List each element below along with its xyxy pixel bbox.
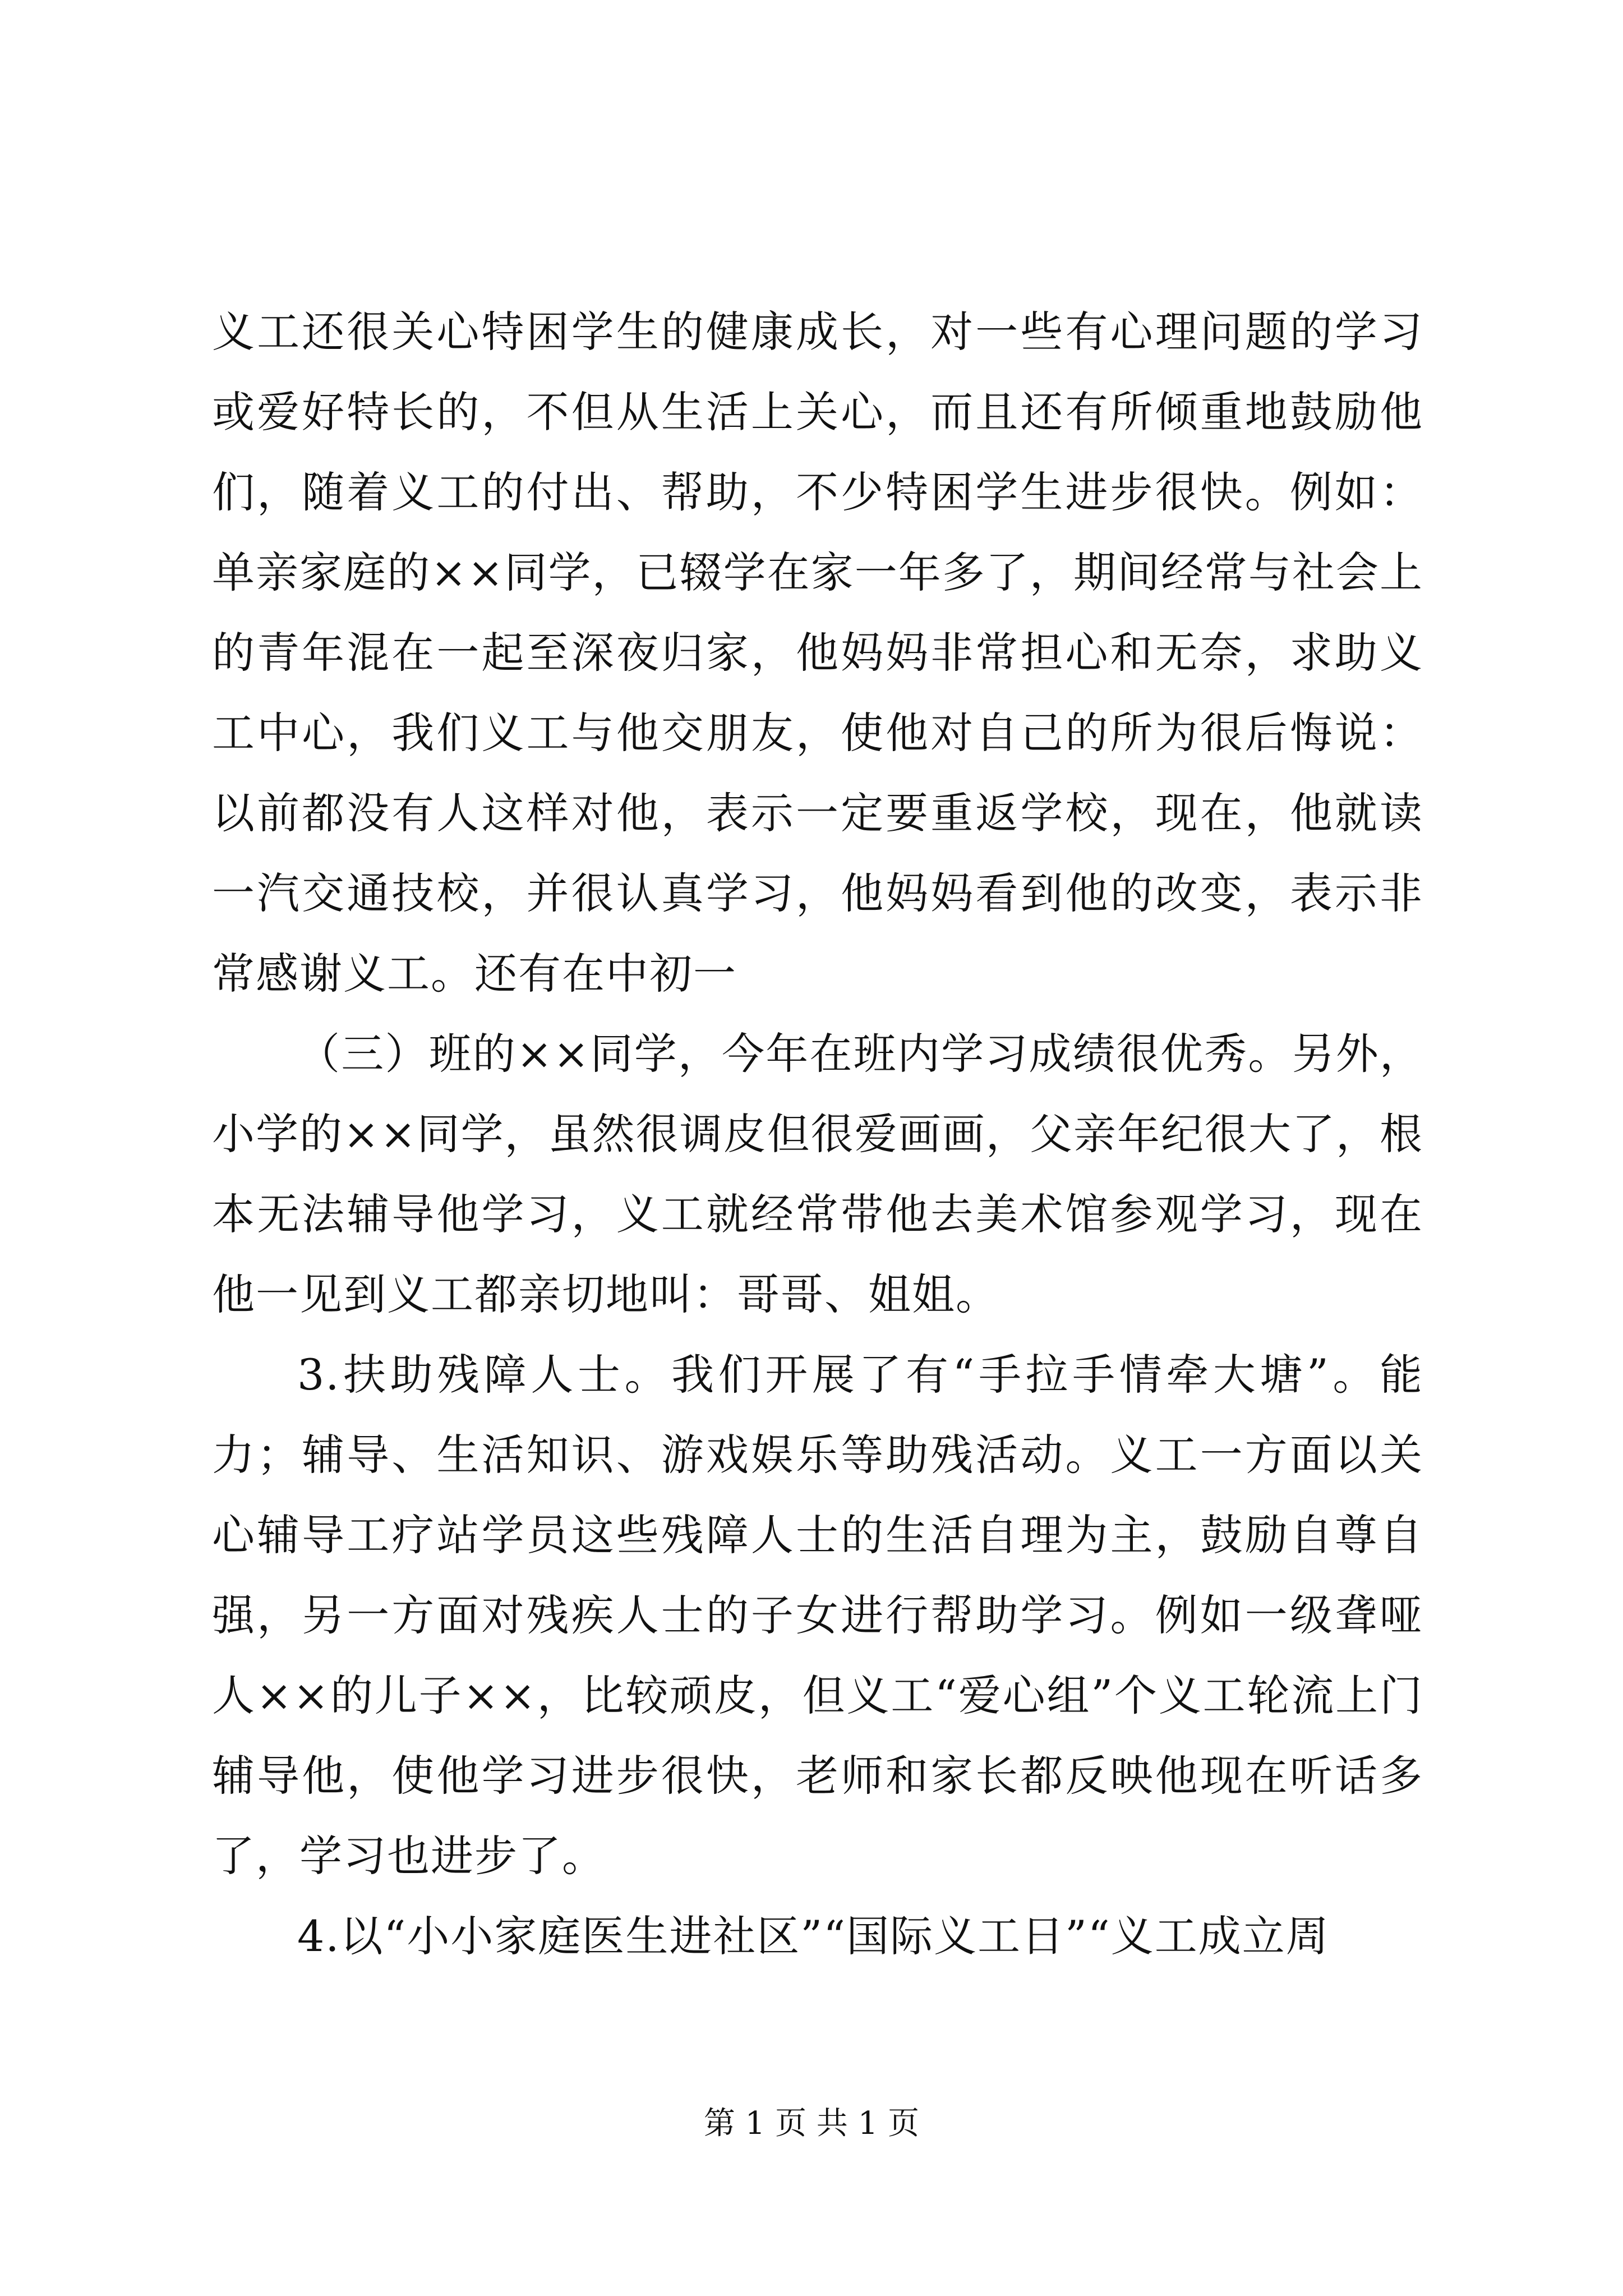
page-number-label: 第 1 页 共 1 页 [703,2105,920,2142]
paragraph-2: （三）班的××同学，今年在班内学习成绩很优秀。另外，小学的××同学，虽然很调皮但很爱画画，父亲年纪很大了，根本无法辅导他学习，义工就经常带他去美术馆参观学习，现在他一见到义工都亲切地叫：哥哥、姐姐。 [212,1029,1423,1319]
paragraph-1: 义工还很关心特困学生的健康成长，对一些有心理问题的学习或爱好特长的，不但从生活上关心，而且还有所倾重地鼓励他们，随着义工的付出、帮助，不少特困学生进步很快。例如：单亲家庭的××同学，已辍学在家一年多了，期间经常与社会上的青年混在一起至深夜归家，他妈妈非常担心和无奈，求助义工中心，我们义工与他交朋友，使他对自己的所为很后悔说：以前都没有人这样对他，表示一定要重返学校，现在，他就读一汽交通技校，并很认真学习，他妈妈看到他的改变，表示非常感谢义工。还有在中初一 [212,307,1423,999]
paragraph-4: 4.以“小小家庭医生进社区”“国际义工日”“义工成立周 [297,1911,1330,1961]
paragraph-3: 3.扶助残障人士。我们开展了有“手拉手情牵大塘”。能力；辅导、生活知识、游戏娱乐等助残活动。义工一方面以关心辅导工疗站学员这些残障人士的生活自理为主，鼓励自尊自强，另一方面对残疾人士的子女进行帮助学习。例如一级聋哑人××的儿子××，比较顽皮，但义工“爱心组”个义工轮流上门辅导他，使他学习进步很快，老师和家长都反映他现在听话多了，学习也进步了。 [212,1350,1423,1881]
page-footer [0,2101,1623,2146]
document-body [212,292,1423,1976]
